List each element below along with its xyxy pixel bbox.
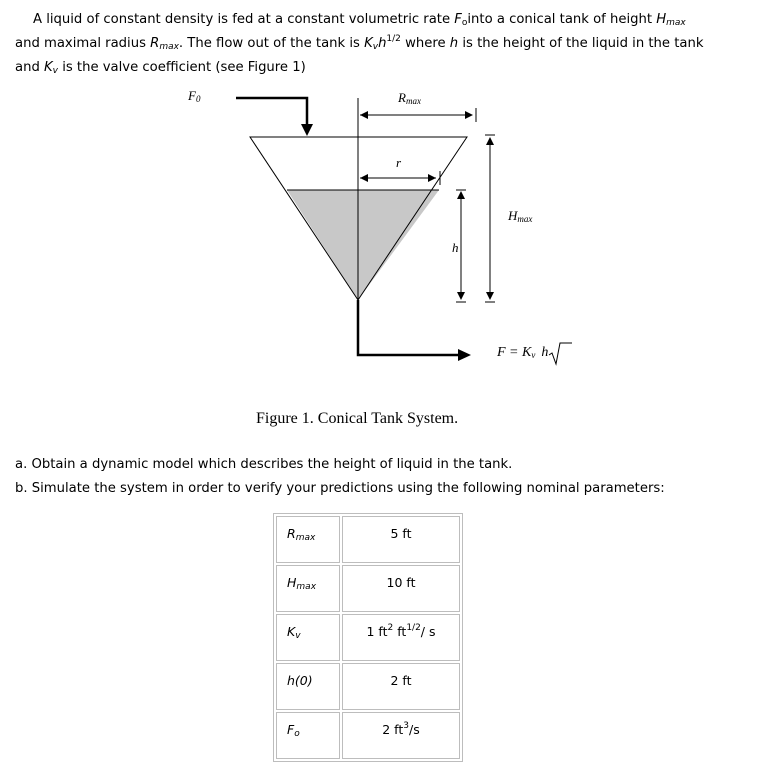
param-value: 2 ft xyxy=(342,663,460,710)
question-a: a. Obtain a dynamic model which describes the height of liquid in the tank. xyxy=(15,457,513,472)
subscript: max xyxy=(666,18,686,28)
figure-caption: Figure 1. Conical Tank System. xyxy=(256,410,459,427)
param-value: 5 ft xyxy=(342,516,460,563)
subscript: max xyxy=(159,42,179,52)
conical-tank-figure xyxy=(0,80,768,440)
liquid xyxy=(287,190,439,300)
intro-line-2 xyxy=(15,32,703,55)
symbol-K: K xyxy=(364,36,373,51)
intro-line-3 xyxy=(15,56,306,79)
table-row xyxy=(276,516,460,563)
param-value: 10 ft xyxy=(342,565,460,612)
outflow-arrowhead xyxy=(458,349,471,361)
sqrt-radical xyxy=(549,343,572,364)
symbol-h: h xyxy=(449,36,459,51)
intro-text: and xyxy=(15,60,45,75)
param-value: 2 $ft^3/s$ xyxy=(342,712,460,759)
label-F0: $F_0$ xyxy=(188,88,201,104)
symbol-F: F xyxy=(454,12,462,27)
table-row xyxy=(276,712,460,759)
param-name: $F_o$ xyxy=(276,712,340,759)
subscript: o xyxy=(461,18,468,28)
symbol-R: R xyxy=(150,36,160,51)
label-r: r xyxy=(396,155,402,170)
subscript: v xyxy=(372,42,379,52)
symbol-H: H xyxy=(656,12,667,27)
intro-line-1 xyxy=(33,8,686,31)
intro-text: is the height of the liquid in the tank xyxy=(458,36,704,51)
symbol-K: K xyxy=(44,60,53,75)
intro-text: A liquid of constant density is fed at a constant volumetric rate xyxy=(33,12,455,27)
table-row xyxy=(276,663,460,710)
intro-text: is the valve coefficient (see Figure 1) xyxy=(58,60,306,75)
label-outflow: $F = K_v$ h xyxy=(497,345,549,360)
label-h: h xyxy=(452,240,459,255)
inflow-arrowhead xyxy=(301,124,313,136)
param-name: $R_{max}$ xyxy=(276,516,340,563)
param-value: 1 $ft^2$ $ft^{1/2}/$ s xyxy=(342,614,460,661)
symbol-h: h xyxy=(378,36,387,51)
inflow-pipe xyxy=(236,98,307,125)
label-Hmax: $H_{max}$ xyxy=(508,208,533,224)
param-name: h(0) xyxy=(276,663,340,710)
label-Rmax: $R_{max}$ xyxy=(398,90,421,106)
subscript: v xyxy=(52,66,58,76)
intro-text: into a conical tank of height xyxy=(467,12,657,27)
intro-text: where xyxy=(400,36,450,51)
parameter-table xyxy=(273,513,463,762)
param-name: $K_v$ xyxy=(276,614,340,661)
outflow-pipe xyxy=(358,300,458,355)
superscript: 1/2 xyxy=(386,34,401,44)
param-name: $H_{max}$ xyxy=(276,565,340,612)
table-row xyxy=(276,614,460,661)
tank-diagram xyxy=(0,80,768,440)
intro-text: and maximal radius xyxy=(15,36,151,51)
intro-text: . The flow out of the tank is xyxy=(178,36,365,51)
table-row xyxy=(276,565,460,612)
question-b: b. Simulate the system in order to verify your predictions using the following nominal parameters: xyxy=(15,481,665,496)
